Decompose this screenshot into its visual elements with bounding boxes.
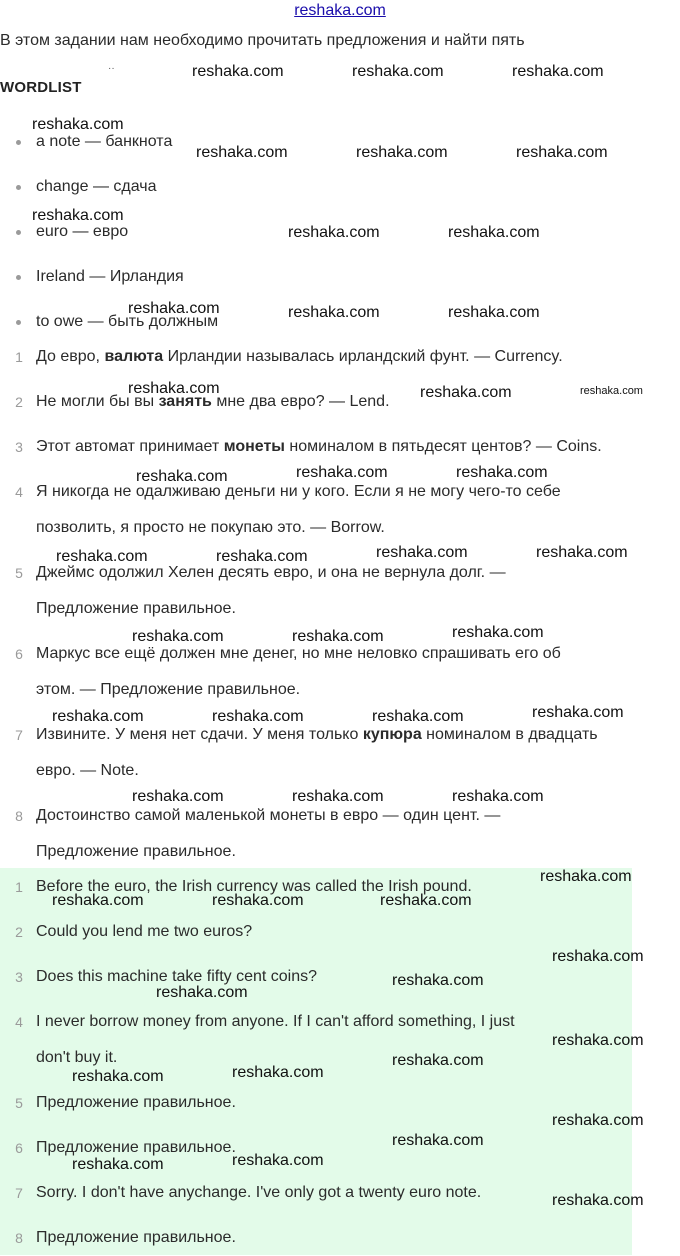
item-number: 7 xyxy=(15,727,23,743)
item-number: 5 xyxy=(15,1095,23,1111)
watermark: reshaka.com xyxy=(392,1052,484,1069)
bullet-icon xyxy=(16,230,21,235)
item-number: 1 xyxy=(15,879,23,895)
item-number: 3 xyxy=(15,439,23,455)
watermark: reshaka.com xyxy=(296,464,388,481)
watermark: reshaka.com xyxy=(32,116,124,133)
watermark: reshaka.com xyxy=(212,708,304,725)
watermark: reshaka.com xyxy=(392,1132,484,1149)
watermark: reshaka.com xyxy=(216,548,308,565)
watermark: reshaka.com xyxy=(532,704,624,721)
watermark: reshaka.com xyxy=(232,1152,324,1169)
watermark: reshaka.com xyxy=(516,144,608,161)
watermark: reshaka.com xyxy=(452,788,544,805)
watermark: reshaka.com xyxy=(448,224,540,241)
item-number: 4 xyxy=(15,1014,23,1030)
watermark: reshaka.com xyxy=(292,788,384,805)
watermark: reshaka.com xyxy=(56,548,148,565)
watermark: reshaka.com xyxy=(392,972,484,989)
bullet-icon xyxy=(16,140,21,145)
watermark: reshaka.com xyxy=(128,300,220,317)
watermark: reshaka.com xyxy=(128,380,220,397)
watermark: reshaka.com xyxy=(536,544,628,561)
item-number: 5 xyxy=(15,565,23,581)
watermark: reshaka.com xyxy=(72,1068,164,1085)
bullet-icon xyxy=(16,185,21,190)
watermark: reshaka.com xyxy=(192,63,284,80)
watermark: reshaka.com xyxy=(420,384,512,401)
item-number: 2 xyxy=(15,394,23,410)
watermark: reshaka.com xyxy=(52,708,144,725)
bullet-icon xyxy=(16,275,21,280)
item-number: 2 xyxy=(15,924,23,940)
watermark: reshaka.com xyxy=(448,304,540,321)
wordlist-heading: WORDLIST xyxy=(0,79,82,96)
watermark: reshaka.com xyxy=(156,984,248,1001)
watermark: reshaka.com xyxy=(452,624,544,641)
item-number: 8 xyxy=(15,1230,23,1246)
watermark: reshaka.com xyxy=(132,628,224,645)
item-number: 8 xyxy=(15,808,23,824)
watermark: reshaka.com xyxy=(512,63,604,80)
watermark: reshaka.com xyxy=(540,868,632,885)
watermark: reshaka.com xyxy=(356,144,448,161)
item-number: 3 xyxy=(15,969,23,985)
watermark: reshaka.com xyxy=(32,207,124,224)
watermark: reshaka.com xyxy=(552,1192,644,1209)
item-number: 6 xyxy=(15,646,23,662)
item-number: 1 xyxy=(15,349,23,365)
watermark: reshaka.com xyxy=(136,468,228,485)
watermark: reshaka.com xyxy=(196,144,288,161)
stray-dots: ·· xyxy=(108,63,115,74)
watermark: reshaka.com xyxy=(132,788,224,805)
watermark: reshaka.com xyxy=(212,892,304,909)
watermark: reshaka.com xyxy=(580,385,643,397)
intro-text: В этом задании нам необходимо прочитать предложения и найти пять xyxy=(0,32,525,49)
watermark: reshaka.com xyxy=(352,63,444,80)
watermark: reshaka.com xyxy=(380,892,472,909)
watermark: reshaka.com xyxy=(232,1064,324,1081)
bullet-icon xyxy=(16,320,21,325)
watermark: reshaka.com xyxy=(288,304,380,321)
watermark: reshaka.com xyxy=(376,544,468,561)
item-number: 7 xyxy=(15,1185,23,1201)
watermark: reshaka.com xyxy=(288,224,380,241)
watermark: reshaka.com xyxy=(372,708,464,725)
item-number: 4 xyxy=(15,484,23,500)
watermark: reshaka.com xyxy=(552,1112,644,1129)
site-link[interactable]: reshaka.com xyxy=(294,2,386,19)
watermark: reshaka.com xyxy=(552,948,644,965)
watermark: reshaka.com xyxy=(72,1156,164,1173)
watermark: reshaka.com xyxy=(552,1032,644,1049)
watermark: reshaka.com xyxy=(456,464,548,481)
watermark: reshaka.com xyxy=(292,628,384,645)
item-number: 6 xyxy=(15,1140,23,1156)
watermark: reshaka.com xyxy=(52,892,144,909)
